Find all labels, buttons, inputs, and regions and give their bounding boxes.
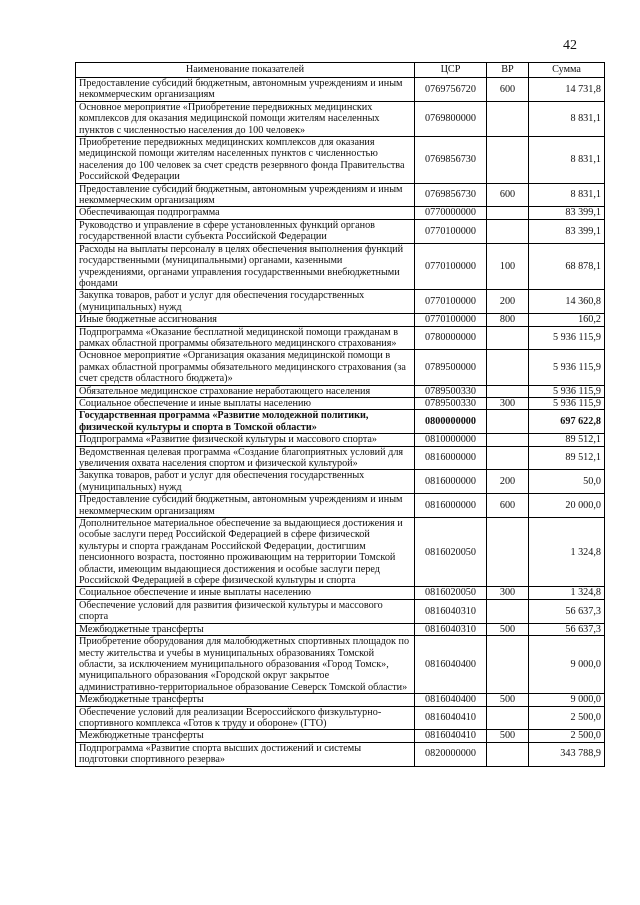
cell-vr — [487, 326, 529, 350]
cell-name: Ведомственная целевая программа «Создание благоприятных условий для увеличения охвата населения спортом и физической культурой» — [76, 446, 415, 470]
table-row — [76, 326, 605, 350]
table-row — [76, 494, 605, 518]
cell-name: Расходы на выплаты персоналу в целях обеспечения выполнения функций государственными (муниципальными) органами, казенными учреждениями, органами управления государственными внебюджетными фондами — [76, 243, 415, 290]
cell-sum: 9 000,0 — [529, 694, 605, 706]
table-row — [76, 219, 605, 243]
table-row — [76, 706, 605, 730]
cell-sum: 83 399,1 — [529, 219, 605, 243]
cell-vr — [487, 219, 529, 243]
cell-sum: 2 500,0 — [529, 706, 605, 730]
table-row — [76, 314, 605, 326]
cell-vr — [487, 410, 529, 434]
cell-vr: 500 — [487, 730, 529, 742]
cell-csr: 0780000000 — [415, 326, 487, 350]
cell-csr: 0816000000 — [415, 494, 487, 518]
cell-name: Государственная программа «Развитие молодежной политики, физической культуры и спорта в Томской области» — [76, 410, 415, 434]
cell-name: Обеспечение условий для развития физической культуры и массового спорта — [76, 599, 415, 623]
cell-sum: 14 731,8 — [529, 78, 605, 102]
cell-vr — [487, 137, 529, 184]
cell-csr: 0769856730 — [415, 183, 487, 207]
cell-vr — [487, 207, 529, 219]
cell-vr — [487, 636, 529, 694]
cell-name: Предоставление субсидий бюджетным, автономным учреждениям и иным некоммерческим организациям — [76, 183, 415, 207]
cell-sum: 9 000,0 — [529, 636, 605, 694]
cell-vr: 300 — [487, 397, 529, 409]
table-row — [76, 101, 605, 136]
cell-csr: 0816040310 — [415, 623, 487, 635]
table-row — [76, 78, 605, 102]
table-row — [76, 636, 605, 694]
cell-vr: 600 — [487, 494, 529, 518]
header-vr: ВР — [487, 63, 529, 78]
cell-name: Подпрограмма «Развитие спорта высших достижений и системы подготовки спортивного резерва» — [76, 742, 415, 766]
cell-csr: 0789500000 — [415, 350, 487, 385]
table-row — [76, 446, 605, 470]
cell-sum: 5 936 115,9 — [529, 397, 605, 409]
cell-csr: 0770100000 — [415, 243, 487, 290]
cell-csr: 0816020050 — [415, 518, 487, 587]
cell-sum: 343 788,9 — [529, 742, 605, 766]
cell-sum: 20 000,0 — [529, 494, 605, 518]
budget-table — [75, 62, 605, 767]
cell-vr: 500 — [487, 623, 529, 635]
table-body — [76, 78, 605, 767]
cell-name: Основное мероприятие «Приобретение передвижных медицинских комплексов для оказания медицинской помощи жителям населенных пунктов с численностью населения до 100 человек» — [76, 101, 415, 136]
cell-csr: 0770000000 — [415, 207, 487, 219]
cell-name: Приобретение передвижных медицинских комплексов для оказания медицинской помощи жителям населенных пунктов с численностью населения до 100 человек за счет средств резервного фонда Правительства Российской Федерации — [76, 137, 415, 184]
cell-csr: 0789500330 — [415, 397, 487, 409]
cell-csr: 0769856730 — [415, 137, 487, 184]
table-row — [76, 183, 605, 207]
cell-name: Межбюджетные трансферты — [76, 730, 415, 742]
table-row — [76, 350, 605, 385]
cell-vr: 200 — [487, 290, 529, 314]
cell-csr: 0810000000 — [415, 434, 487, 446]
cell-csr: 0770100000 — [415, 290, 487, 314]
cell-csr: 0769800000 — [415, 101, 487, 136]
cell-name: Социальное обеспечение и иные выплаты населению — [76, 397, 415, 409]
cell-name: Социальное обеспечение и иные выплаты населению — [76, 587, 415, 599]
cell-vr — [487, 350, 529, 385]
cell-name: Предоставление субсидий бюджетным, автономным учреждениям и иным некоммерческим организациям — [76, 78, 415, 102]
cell-name: Обеспечение условий для реализации Всероссийского физкультурно-спортивного комплекса «Готов к труду и обороне» (ГТО) — [76, 706, 415, 730]
cell-vr: 600 — [487, 183, 529, 207]
table-row — [76, 599, 605, 623]
cell-sum: 5 936 115,9 — [529, 385, 605, 397]
cell-name: Подпрограмма «Развитие физической культуры и массового спорта» — [76, 434, 415, 446]
cell-name: Руководство и управление в сфере установленных функций органов государственной власти субъекта Российской Федерации — [76, 219, 415, 243]
table-row — [76, 694, 605, 706]
table-row — [76, 410, 605, 434]
cell-csr: 0816040410 — [415, 730, 487, 742]
cell-sum: 1 324,8 — [529, 518, 605, 587]
cell-name: Дополнительное материальное обеспечение за выдающиеся достижения и особые заслуги перед Российской Федерацией в сфере физической культуры и спорта гражданам Российской Федерации, достигшим пенсионного возраста, постоянно проживающим на территории Томской области, имеющим выдающиеся достижения и особые заслуги перед Российской Федерацией в сфере физической культуры и спорта — [76, 518, 415, 587]
cell-vr: 600 — [487, 78, 529, 102]
cell-vr: 100 — [487, 243, 529, 290]
cell-name: Иные бюджетные ассигнования — [76, 314, 415, 326]
cell-vr — [487, 706, 529, 730]
table-row — [76, 137, 605, 184]
cell-name: Закупка товаров, работ и услуг для обеспечения государственных (муниципальных) нужд — [76, 290, 415, 314]
cell-sum: 68 878,1 — [529, 243, 605, 290]
cell-csr: 0816040400 — [415, 694, 487, 706]
header-name: Наименование показателей — [76, 63, 415, 78]
cell-vr — [487, 518, 529, 587]
cell-csr: 0816020050 — [415, 587, 487, 599]
cell-name: Подпрограмма «Оказание бесплатной медицинской помощи гражданам в рамках областной программы обязательного медицинского страхования» — [76, 326, 415, 350]
table-header-row — [76, 63, 605, 78]
cell-name: Предоставление субсидий бюджетным, автономным учреждениям и иным некоммерческим организациям — [76, 494, 415, 518]
cell-sum: 5 936 115,9 — [529, 326, 605, 350]
table-row — [76, 290, 605, 314]
cell-sum: 89 512,1 — [529, 446, 605, 470]
cell-name: Межбюджетные трансферты — [76, 623, 415, 635]
cell-name: Закупка товаров, работ и услуг для обеспечения государственных (муниципальных) нужд — [76, 470, 415, 494]
cell-csr: 0770100000 — [415, 314, 487, 326]
cell-sum: 14 360,8 — [529, 290, 605, 314]
cell-csr: 0816040410 — [415, 706, 487, 730]
cell-sum: 697 622,8 — [529, 410, 605, 434]
cell-name: Приобретение оборудования для малобюджетных спортивных площадок по месту жительства и учебы в муниципальных образованиях Томской области, за исключением муниципального образования «Город Томск», муниципального образования «Городской округ закрытое административно-территориальное образование Северск Томской области» — [76, 636, 415, 694]
cell-vr — [487, 385, 529, 397]
cell-vr — [487, 434, 529, 446]
cell-name: Обязательное медицинское страхование неработающего населения — [76, 385, 415, 397]
cell-sum: 2 500,0 — [529, 730, 605, 742]
cell-csr: 0816000000 — [415, 470, 487, 494]
cell-sum: 56 637,3 — [529, 623, 605, 635]
table-row — [76, 730, 605, 742]
cell-sum: 1 324,8 — [529, 587, 605, 599]
cell-sum: 8 831,1 — [529, 137, 605, 184]
cell-vr: 500 — [487, 694, 529, 706]
cell-sum: 8 831,1 — [529, 101, 605, 136]
cell-csr: 0816000000 — [415, 446, 487, 470]
table-row — [76, 742, 605, 766]
table-row — [76, 385, 605, 397]
cell-csr: 0789500330 — [415, 385, 487, 397]
cell-name: Обеспечивающая подпрограмма — [76, 207, 415, 219]
cell-sum: 50,0 — [529, 470, 605, 494]
cell-csr: 0820000000 — [415, 742, 487, 766]
cell-name: Основное мероприятие «Организация оказания медицинской помощи в рамках областной программы обязательного медицинского страхования (за счет средств областного бюджета)» — [76, 350, 415, 385]
table-row — [76, 397, 605, 409]
cell-sum: 8 831,1 — [529, 183, 605, 207]
header-sum: Сумма — [529, 63, 605, 78]
cell-vr — [487, 599, 529, 623]
cell-csr: 0800000000 — [415, 410, 487, 434]
cell-sum: 56 637,3 — [529, 599, 605, 623]
cell-sum: 89 512,1 — [529, 434, 605, 446]
cell-vr — [487, 101, 529, 136]
table-row — [76, 623, 605, 635]
cell-vr: 300 — [487, 587, 529, 599]
table-row — [76, 470, 605, 494]
cell-vr: 800 — [487, 314, 529, 326]
table-row — [76, 243, 605, 290]
table-row — [76, 434, 605, 446]
cell-vr — [487, 446, 529, 470]
table-row — [76, 587, 605, 599]
cell-name: Межбюджетные трансферты — [76, 694, 415, 706]
cell-csr: 0816040310 — [415, 599, 487, 623]
page-number: 42 — [563, 38, 577, 53]
cell-vr: 200 — [487, 470, 529, 494]
cell-sum: 5 936 115,9 — [529, 350, 605, 385]
cell-vr — [487, 742, 529, 766]
table-row — [76, 207, 605, 219]
cell-csr: 0769756720 — [415, 78, 487, 102]
cell-sum: 160,2 — [529, 314, 605, 326]
table-row — [76, 518, 605, 587]
cell-sum: 83 399,1 — [529, 207, 605, 219]
cell-csr: 0816040400 — [415, 636, 487, 694]
cell-csr: 0770100000 — [415, 219, 487, 243]
header-csr: ЦСР — [415, 63, 487, 78]
